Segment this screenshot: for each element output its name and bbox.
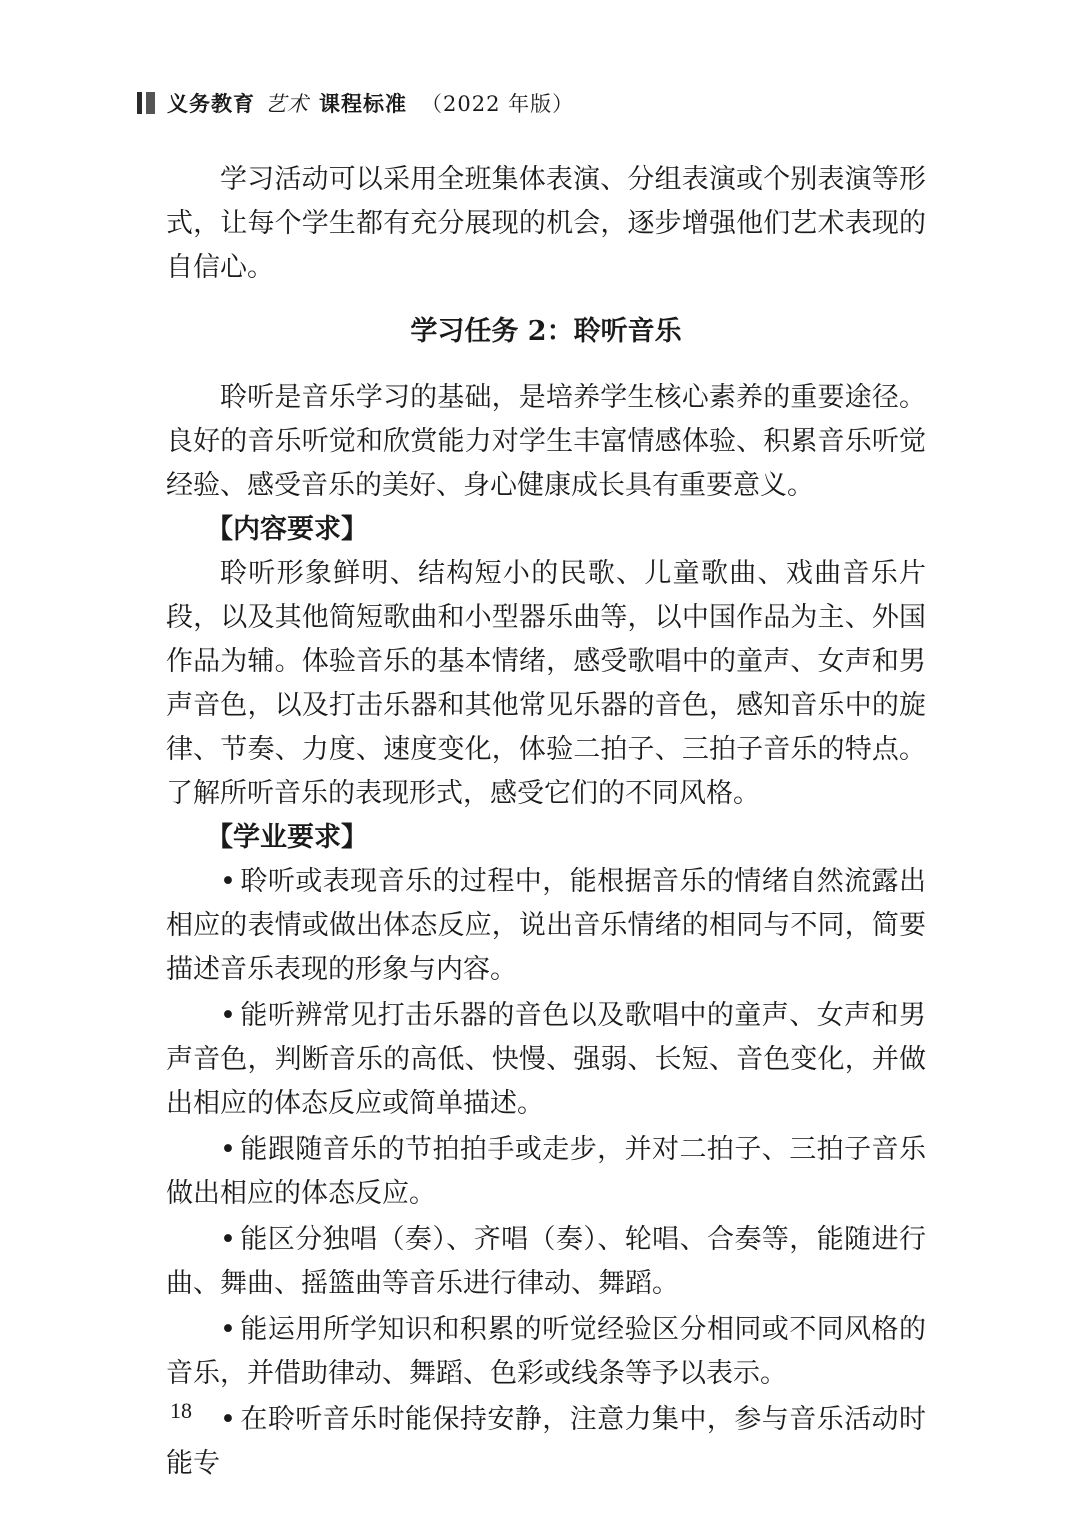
bullet-icon: • xyxy=(220,1224,236,1255)
requirement-item: • 能跟随音乐的节拍拍手或走步，并对二拍子、三拍子音乐做出相应的体态反应。 xyxy=(166,1134,926,1209)
requirement-item: • 在聆听音乐时能保持安静，注意力集中，参与音乐活动时能专 xyxy=(166,1404,926,1479)
header-title: 义务教育 xyxy=(167,91,255,116)
requirement-item: • 能区分独唱（奏）、齐唱（奏）、轮唱、合奏等，能随进行曲、舞曲、摇篮曲等音乐进行律动、舞蹈。 xyxy=(166,1224,926,1299)
academic-requirements-label: 【学业要求】 xyxy=(206,822,368,853)
bullet-icon: • xyxy=(220,1000,236,1031)
bullet-icon: • xyxy=(220,866,236,897)
header-subject: 艺术 xyxy=(265,92,309,116)
header-bars-icon xyxy=(137,92,155,114)
bullet-icon: • xyxy=(220,1404,236,1435)
requirement-item: • 能运用所学知识和积累的听觉经验区分相同或不同风格的音乐，并借助律动、舞蹈、色彩或线条等予以表示。 xyxy=(166,1314,926,1389)
requirement-item: • 聆听或表现音乐的过程中，能根据音乐的情绪自然流露出相应的表情或做出体态反应，说出音乐情绪的相同与不同，简要描述音乐表现的形象与内容。 xyxy=(166,866,926,985)
header-standard: 课程标准 xyxy=(319,91,407,116)
header-edition: （2022 年版） xyxy=(421,92,575,116)
running-header xyxy=(137,86,574,120)
page-number: 18 xyxy=(170,1398,192,1423)
requirement-item: • 能听辨常见打击乐器的音色以及歌唱中的童声、女声和男声音色，判断音乐的高低、快慢、强弱、长短、音色变化，并做出相应的体态反应或简单描述。 xyxy=(166,1000,926,1119)
section-heading: 学习任务 2：聆听音乐 xyxy=(410,316,682,347)
page-body xyxy=(166,158,926,1486)
overview-paragraph: 聆听是音乐学习的基础，是培养学生核心素养的重要途径。良好的音乐听觉和欣赏能力对学生丰富情感体验、积累音乐听觉经验、感受音乐的美好、身心健康成长具有重要意义。 xyxy=(166,382,926,501)
intro-paragraph: 学习活动可以采用全班集体表演、分组表演或个别表演等形式，让每个学生都有充分展现的机会，逐步增强他们艺术表现的自信心。 xyxy=(166,164,926,283)
bullet-icon: • xyxy=(220,1134,236,1165)
content-requirements-label: 【内容要求】 xyxy=(206,514,368,545)
content-requirements-text: 聆听形象鲜明、结构短小的民歌、儿童歌曲、戏曲音乐片段，以及其他简短歌曲和小型器乐曲等，以中国作品为主、外国作品为辅。体验音乐的基本情绪，感受歌唱中的童声、女声和男声音色，以及打击乐器和其他常见乐器的音色，感知音乐中的旋律、节奏、力度、速度变化，体验二拍子、三拍子音乐的特点。了解所听音乐的表现形式，感受它们的不同风格。 xyxy=(166,558,926,809)
bullet-icon: • xyxy=(220,1314,236,1345)
